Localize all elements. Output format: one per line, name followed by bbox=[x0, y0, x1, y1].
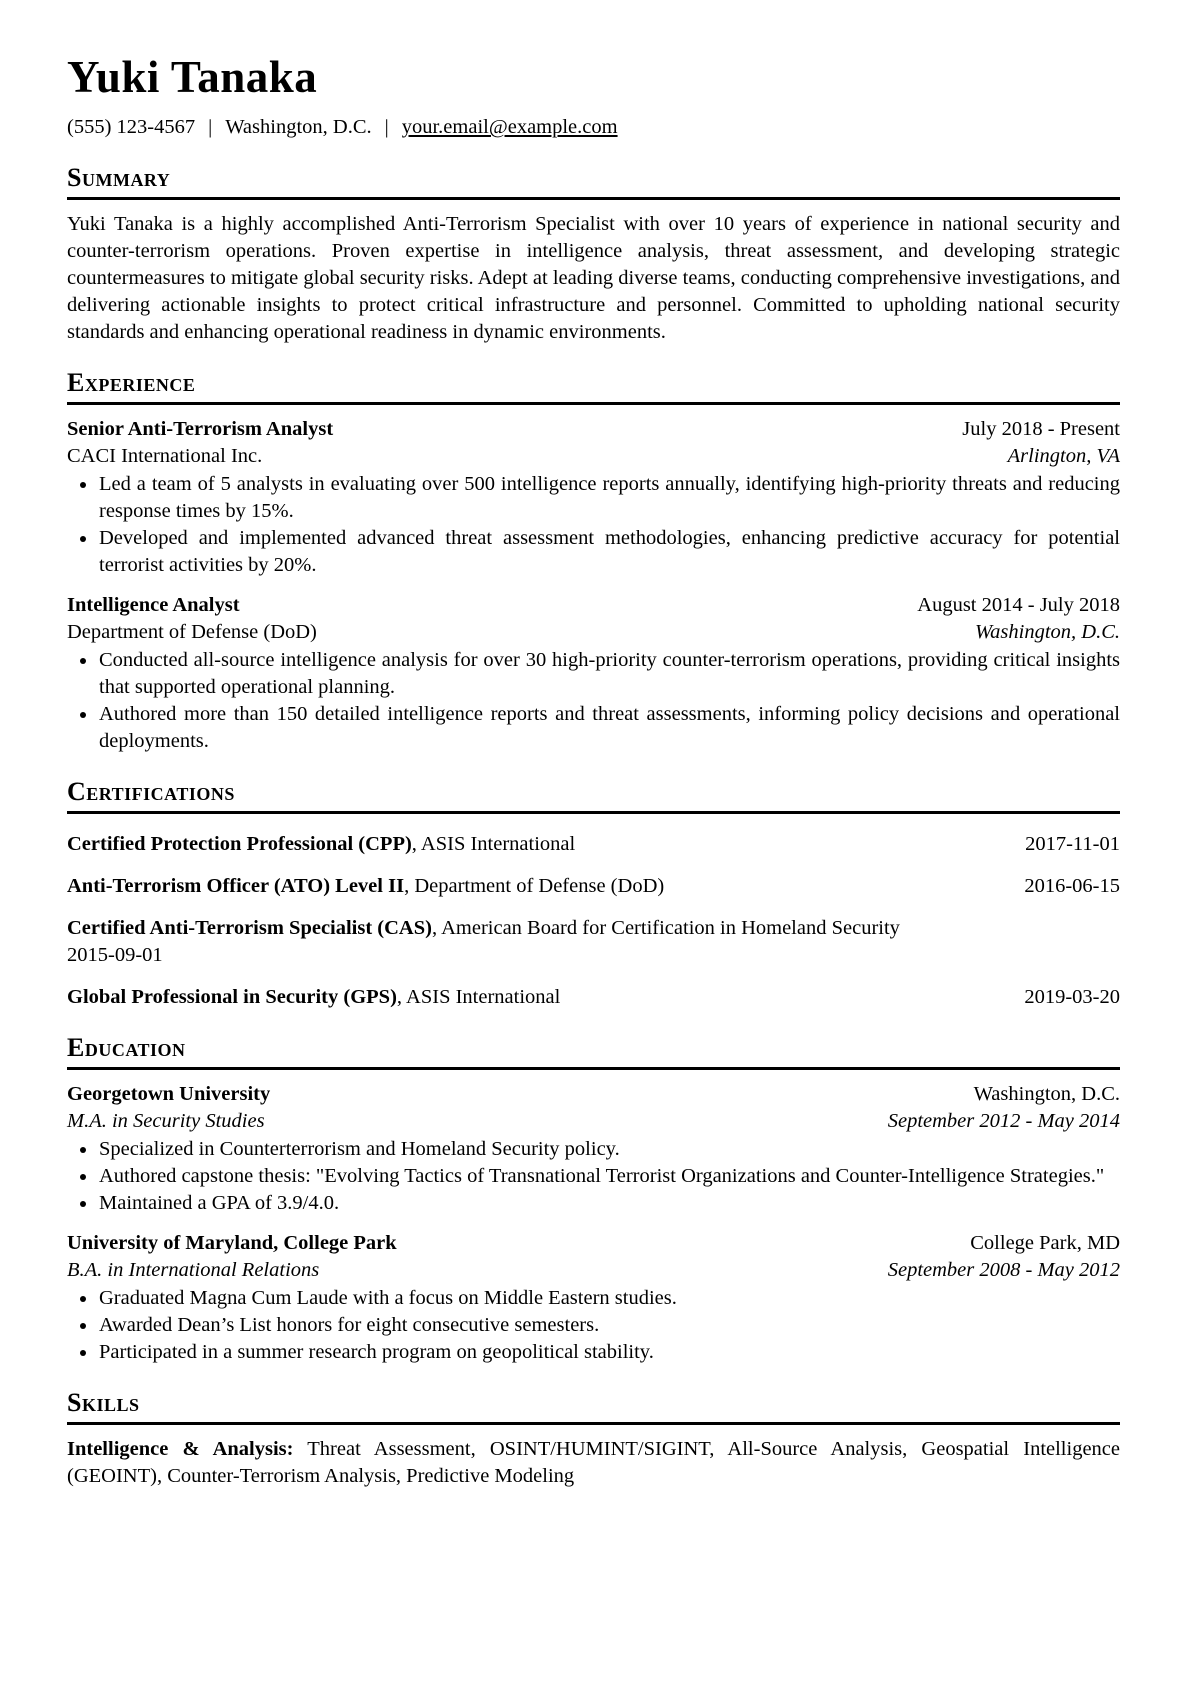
section-experience bbox=[67, 368, 1120, 755]
job-title-line bbox=[67, 592, 1120, 619]
job-company-line bbox=[67, 443, 1120, 470]
certification-date: 2019-03-20 bbox=[1024, 986, 1120, 1008]
skill-category-label: Intelligence & Analysis: bbox=[67, 1438, 294, 1460]
skill-list: Threat Assessment, OSINT/HUMINT/SIGINT, All-Source Analysis, Geospatial Intelligence (GEOINT), Counter-Terrorism Analysis, Predictive Modeling bbox=[67, 1438, 1120, 1487]
school-entry bbox=[67, 1081, 1120, 1217]
person-name: Yuki Tanaka bbox=[67, 52, 318, 102]
section-certifications bbox=[67, 777, 1120, 1011]
school-bullet: • Maintained a GPA of 3.9/4.0. bbox=[98, 1190, 1120, 1217]
school-dates: September 2012 - May 2014 bbox=[887, 1110, 1120, 1132]
certification-date: 2015-09-01 bbox=[67, 944, 163, 966]
school-bullet: • Specialized in Counterterrorism and Homeland Security policy. bbox=[98, 1136, 1120, 1163]
job-title: Senior Anti-Terrorism Analyst bbox=[67, 418, 334, 440]
summary-text: Yuki Tanaka is a highly accomplished Anti-Terrorism Specialist with over 10 years of experience in national security and counter-terrorism operations. Proven expertise in intelligence analysis, threat assessment, and developing strategic countermeasures to mitigate global security risks. Adept at leading diverse teams, conducting comprehensive investigations, and delivering actionable insights to protect critical infrastructure and personnel. Committed to upholding national security standards and enhancing operational readiness in dynamic environments. bbox=[67, 213, 1120, 343]
certifications-heading: Certifications bbox=[67, 777, 1120, 814]
school-location: College Park, MD bbox=[970, 1232, 1120, 1254]
school-bullet: • Participated in a summer research program on geopolitical stability. bbox=[98, 1339, 1120, 1366]
job-company: CACI International Inc. bbox=[67, 445, 263, 467]
certification-name: Certified Protection Professional (CPP) bbox=[67, 833, 412, 855]
school-bullet: • Authored capstone thesis: "Evolving Tactics of Transnational Terrorist Organizations and Counter-Intelligence Strategies." bbox=[98, 1163, 1120, 1190]
school-bullet: • Awarded Dean’s List honors for eight consecutive semesters. bbox=[98, 1312, 1120, 1339]
education-heading: Education bbox=[67, 1033, 1120, 1070]
summary-heading: Summary bbox=[67, 163, 1120, 200]
job-title: Intelligence Analyst bbox=[67, 594, 240, 616]
certification-name: Certified Anti-Terrorism Specialist (CAS) bbox=[67, 917, 432, 939]
school-bullets bbox=[67, 1136, 1120, 1217]
certification-row bbox=[67, 915, 1120, 969]
job-company-line bbox=[67, 619, 1120, 646]
job-entry bbox=[67, 592, 1120, 755]
school-degree: M.A. in Security Studies bbox=[67, 1110, 265, 1132]
experience-heading: Experience bbox=[67, 368, 1120, 405]
job-bullet: • Authored more than 150 detailed intelligence reports and threat assessments, informing policy decisions and operational deployments. bbox=[98, 701, 1120, 755]
school-bullet: • Graduated Magna Cum Laude with a focus on Middle Eastern studies. bbox=[98, 1285, 1120, 1312]
school-name: University of Maryland, College Park bbox=[67, 1232, 397, 1254]
job-bullet: • Developed and implemented advanced threat assessment methodologies, enhancing predictive accuracy for potential terrorist activities by 20%. bbox=[98, 525, 1120, 579]
certification-issuer: American Board for Certification in Homeland Security bbox=[441, 917, 900, 939]
certification-separator: , bbox=[411, 833, 421, 855]
school-title-line bbox=[67, 1230, 1120, 1257]
job-dates: August 2014 - July 2018 bbox=[917, 594, 1120, 616]
job-bullets bbox=[67, 647, 1120, 755]
school-entry bbox=[67, 1230, 1120, 1366]
job-location: Washington, D.C. bbox=[974, 621, 1120, 643]
certification-separator: , bbox=[396, 986, 407, 1008]
job-bullets bbox=[67, 471, 1120, 579]
skill-line bbox=[67, 1436, 1120, 1490]
certification-issuer: ASIS International bbox=[420, 833, 576, 855]
certification-name: Global Professional in Security (GPS) bbox=[67, 986, 397, 1008]
school-degree-line bbox=[67, 1257, 1120, 1284]
section-skills bbox=[67, 1388, 1120, 1490]
school-bullets bbox=[67, 1285, 1120, 1366]
certification-date: 2017-11-01 bbox=[1025, 833, 1120, 855]
school-location: Washington, D.C. bbox=[973, 1083, 1120, 1105]
certification-issuer: Department of Defense (DoD) bbox=[414, 875, 665, 897]
school-name: Georgetown University bbox=[67, 1083, 271, 1105]
school-title-line bbox=[67, 1081, 1120, 1108]
certification-row bbox=[67, 873, 1120, 900]
certification-separator: , bbox=[404, 875, 415, 897]
contact-separator: | bbox=[208, 116, 213, 138]
section-summary bbox=[67, 163, 1120, 346]
certification-date: 2016-06-15 bbox=[1024, 875, 1120, 897]
certification-separator: , bbox=[431, 917, 442, 939]
job-entry bbox=[67, 416, 1120, 579]
certification-row bbox=[67, 984, 1120, 1011]
section-education bbox=[67, 1033, 1120, 1366]
certification-name: Anti-Terrorism Officer (ATO) Level II bbox=[67, 875, 405, 897]
header bbox=[67, 52, 1120, 141]
certification-row bbox=[67, 831, 1120, 858]
job-company: Department of Defense (DoD) bbox=[67, 621, 317, 643]
school-degree: B.A. in International Relations bbox=[67, 1259, 320, 1281]
school-dates: September 2008 - May 2012 bbox=[887, 1259, 1120, 1281]
job-location: Arlington, VA bbox=[1007, 445, 1120, 467]
contact-location: Washington, D.C. bbox=[225, 116, 372, 138]
school-degree-line bbox=[67, 1108, 1120, 1135]
job-title-line bbox=[67, 416, 1120, 443]
job-bullet: • Led a team of 5 analysts in evaluating over 500 intelligence reports annually, identifying high-priority threats and reducing response times by 15%. bbox=[98, 471, 1120, 525]
contact-separator: | bbox=[384, 116, 389, 138]
email-link[interactable]: your.email@example.com bbox=[401, 116, 618, 138]
contact-line bbox=[67, 114, 1120, 141]
job-bullet: • Conducted all-source intelligence analysis for over 30 high-priority counter-terrorism operations, providing critical insights that supported operational planning. bbox=[98, 647, 1120, 701]
phone-number: (555) 123-4567 bbox=[67, 116, 196, 138]
job-dates: July 2018 - Present bbox=[962, 418, 1120, 440]
skills-heading: Skills bbox=[67, 1388, 1120, 1425]
certification-issuer: ASIS International bbox=[406, 986, 561, 1008]
